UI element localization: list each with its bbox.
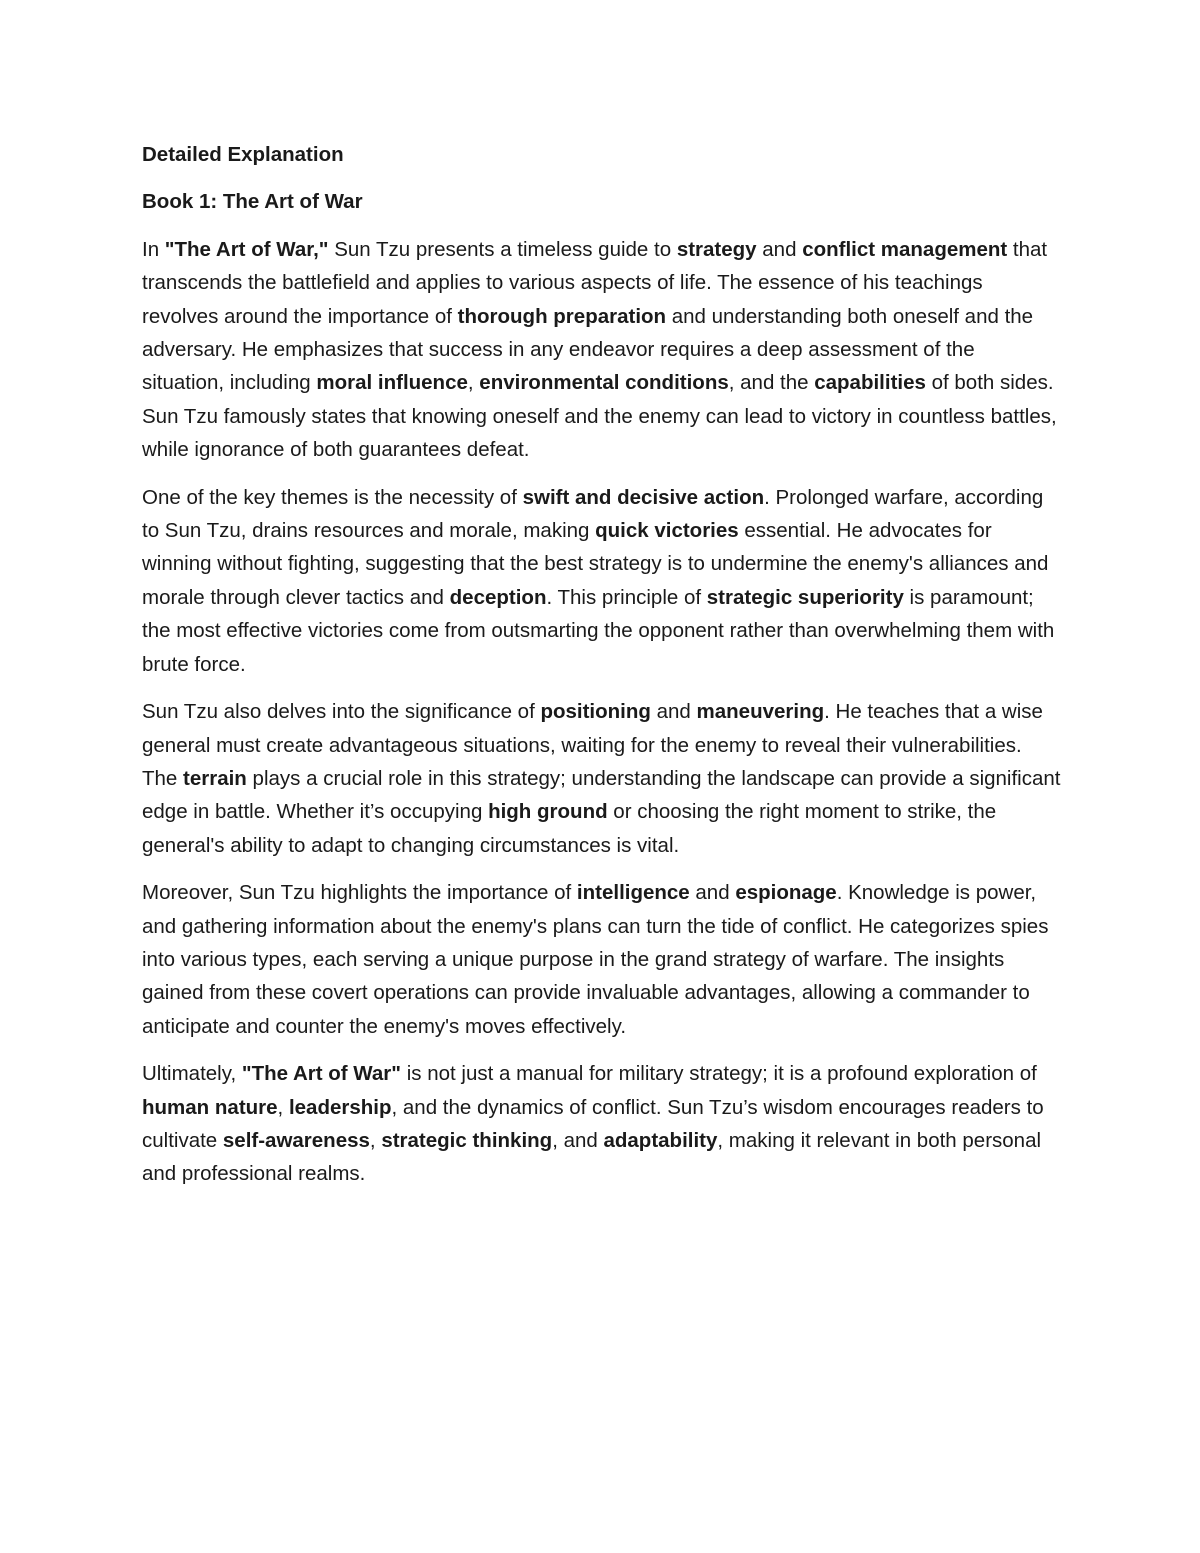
bold-text: strategy bbox=[676, 237, 757, 261]
paragraph-text: . Knowledge is power, and gathering information about the enemy's plans can turn the tide of conflict. He categorizes spies into various types, each serving a unique purpose in the grand strategy of warfare. The insights gained from these covert operations can provide invaluable advantages, allowing a commander to anticipate and counter the enemy's moves effectively. bbox=[142, 881, 1049, 1038]
paragraph-text: . Prolonged warfare, according to Sun Tzu, drains resources and morale, making bbox=[142, 485, 1044, 543]
paragraph-text: Sun Tzu presents a timeless guide to bbox=[328, 237, 677, 261]
body-paragraphs bbox=[142, 233, 1062, 1191]
bold-text: intelligence bbox=[576, 881, 690, 905]
bold-text: strategic thinking bbox=[381, 1128, 553, 1152]
document-heading: Detailed Explanation bbox=[142, 143, 344, 166]
paragraph-text: and understanding both oneself and the adversary. He emphasizes that success in any endeavor requires a deep assessment of the situation, including bbox=[142, 304, 1034, 395]
paragraph-text: One of the key themes is the necessity of bbox=[142, 485, 523, 509]
paragraph-text: and bbox=[689, 881, 736, 905]
paragraph-text: , bbox=[369, 1128, 382, 1152]
paragraph-text: is paramount; the most effective victories come from outsmarting the opponent rather than overwhelming them with brute force. bbox=[142, 585, 1055, 676]
paragraph-text: , and the dynamics of conflict. Sun Tzu’s wisdom encourages readers to cultivate bbox=[142, 1095, 1044, 1152]
bold-text: "The Art of War" bbox=[241, 1062, 401, 1086]
bold-text: environmental conditions bbox=[479, 371, 729, 395]
paragraph-text: , and bbox=[552, 1128, 604, 1152]
bold-text: maneuvering bbox=[696, 700, 825, 724]
bold-text: self-awareness bbox=[222, 1128, 370, 1152]
paragraph-text: , and the bbox=[728, 371, 815, 395]
bold-text: deception bbox=[449, 585, 547, 609]
bold-text: leadership bbox=[288, 1095, 392, 1119]
body-paragraph bbox=[142, 1057, 1062, 1191]
paragraph-text: Moreover, Sun Tzu highlights the importance of bbox=[142, 881, 577, 905]
paragraph-text: , making it relevant in both personal and professional realms. bbox=[142, 1128, 1042, 1186]
bold-text: positioning bbox=[540, 700, 651, 724]
paragraph-text: In bbox=[142, 237, 165, 261]
bold-text: strategic superiority bbox=[706, 585, 904, 609]
paragraph-text: is not just a manual for military strategy; it is a profound exploration of bbox=[401, 1062, 1037, 1086]
bold-text: swift and decisive action bbox=[522, 485, 765, 509]
bold-text: moral influence bbox=[316, 371, 468, 395]
paragraph-text: and bbox=[650, 700, 697, 724]
paragraph-text: , bbox=[277, 1095, 289, 1119]
book-title: Book 1: The Art of War bbox=[142, 190, 363, 214]
paragraph-text: essential. He advocates for winning without fighting, suggesting that the best strategy is to undermine the enemy's alliances and morale through clever tactics and bbox=[142, 519, 1049, 609]
body-paragraph bbox=[142, 481, 1062, 681]
bold-text: thorough preparation bbox=[457, 304, 667, 328]
paragraph-text: that transcends the battlefield and applies to various aspects of life. The essence of his teachings revolves around the importance of bbox=[142, 237, 1048, 328]
paragraph-text: . This principle of bbox=[546, 585, 707, 609]
body-paragraph bbox=[142, 876, 1062, 1043]
paragraph-text: Sun Tzu also delves into the significance of bbox=[142, 700, 541, 724]
paragraph-text: of both sides. Sun Tzu famously states that knowing oneself and the enemy can lead to victory in countless battles, while ignorance of both guarantees defeat. bbox=[142, 371, 1057, 462]
bold-text: high ground bbox=[488, 800, 608, 824]
bold-text: espionage bbox=[735, 881, 837, 905]
paragraph-text: Ultimately, bbox=[142, 1062, 242, 1086]
bold-text: terrain bbox=[183, 766, 247, 790]
paragraph-text: . He teaches that a wise general must create advantageous situations, waiting for the enemy to reveal their vulnerabilities. The bbox=[142, 700, 1043, 790]
bold-text: adaptability bbox=[603, 1128, 718, 1152]
paragraph-text: and bbox=[756, 237, 803, 261]
bold-text: human nature bbox=[142, 1095, 278, 1119]
document-page bbox=[142, 138, 1062, 1205]
bold-text: conflict management bbox=[802, 237, 1008, 261]
paragraph-text: , bbox=[467, 371, 480, 395]
bold-text: "The Art of War," bbox=[164, 237, 329, 261]
paragraph-text: or choosing the right moment to strike, the general's ability to adapt to changing circumstances is vital. bbox=[142, 800, 997, 857]
body-paragraph bbox=[142, 695, 1062, 862]
body-paragraph bbox=[142, 233, 1062, 467]
paragraph-text: plays a crucial role in this strategy; understanding the landscape can provide a significant edge in battle. Whether it’s occupying bbox=[142, 766, 1061, 824]
bold-text: quick victories bbox=[595, 519, 739, 543]
bold-text: capabilities bbox=[814, 371, 926, 395]
